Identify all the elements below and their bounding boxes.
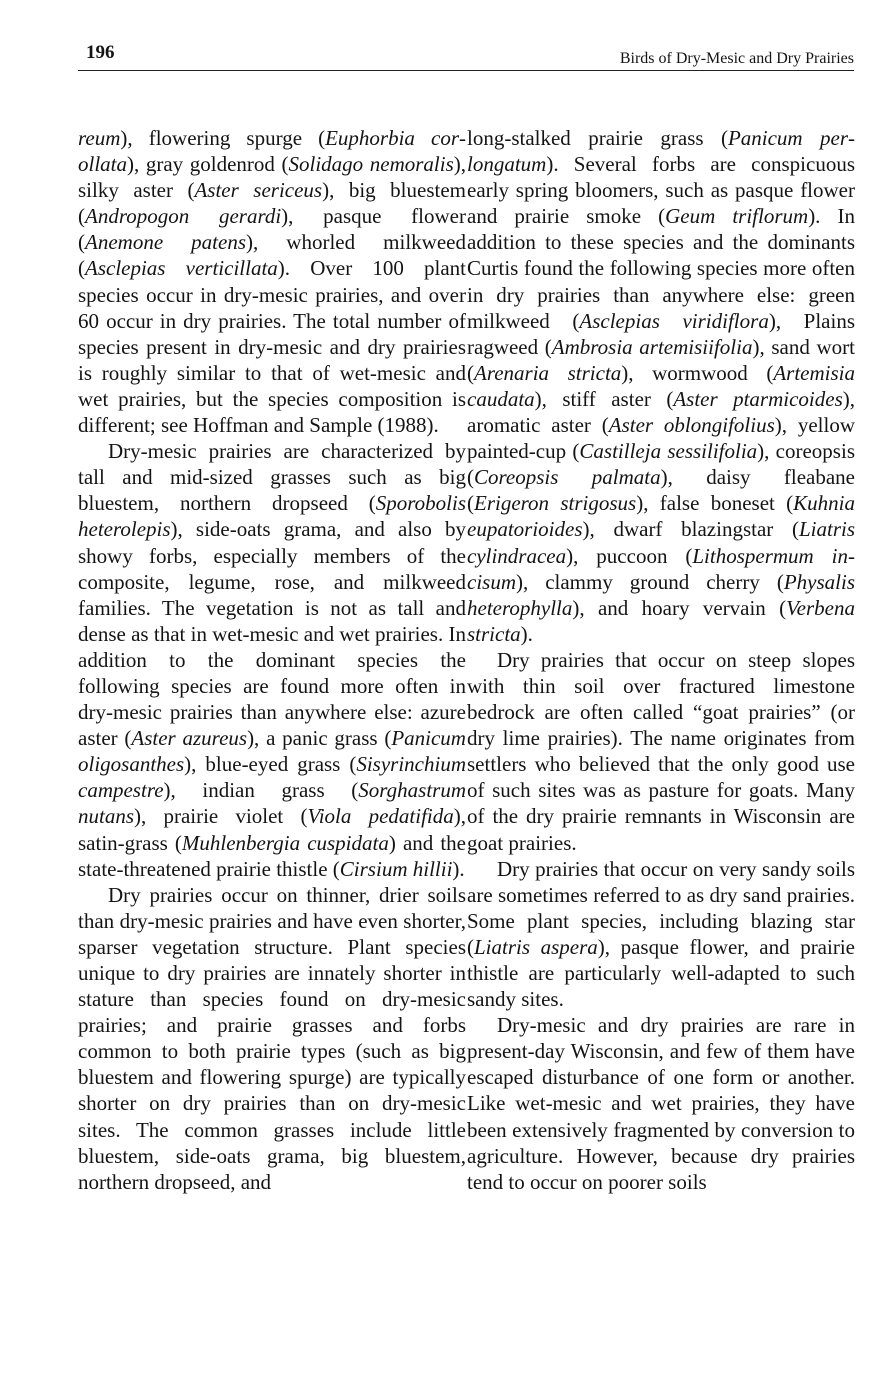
- left-column: [78, 125, 466, 1195]
- paragraph-left-3: Dry prairies occur on thinner, drier soils than dry-mesic prairies and have even shorter, sparser vegetation structure. Plant species unique to dry prairies are innately shorter in stature than species found on dry-mesic prairies; and prairie grasses and forbs common to both prairie types (such as big bluestem and flowering spurge) are typically shorter on dry prairies than on dry-mesic sites. The common grasses include little bluestem, side-oats grama, big bluestem, northern dropseed, and: [78, 882, 466, 1194]
- paragraph-left-1: reum), flowering spurge (Euphorbia corollata), gray goldenrod (Solidago nemoralis), silky aster (Aster sericeus), big bluestem (Andropogon gerardi), pasque flower (Anemone patens), whorled milkweed (Asclepias verticillata). Over 100 plant species occur in dry-mesic prairies, and over 60 occur in dry prairies. The total number of species present in dry-mesic and dry prairies is roughly similar to that of wet-mesic and wet prairies, but the species composition is different; see Hoffman and Sample (1988).: [78, 126, 467, 438]
- paragraph-right-3: Dry prairies that occur on very sandy soils are sometimes referred to as dry sand prairies. Some plant species, including blazing star (Liatris aspera), pasque flower, and prairie thistle are particularly well-adapted to such sandy sites.: [467, 856, 855, 1012]
- right-column: [467, 125, 855, 1195]
- paragraph-right-4: Dry-mesic and dry prairies are rare in present-day Wisconsin, and few of them have escaped disturbance of one form or another. Like wet-mesic and wet prairies, they have been extensively fragmented by conversion to agriculture. However, because dry prairies tend to occur on poorer soils: [467, 1013, 855, 1194]
- running-head: [78, 40, 854, 70]
- paragraph-right-2: Dry prairies that occur on steep slopes with thin soil over fractured limestone bedrock are often called “goat prairies” (or dry lime prairies). The name originates from settlers who believed that the only good use of such sites was as pasture for goats. Many of the dry prairie remnants in Wisconsin are goat prairies.: [467, 647, 855, 855]
- running-title: Birds of Dry-Mesic and Dry Prairies: [619, 50, 854, 67]
- header-rule: [78, 70, 854, 71]
- paragraph-right-1: long-stalked prairie grass (Panicum perlongatum). Several forbs are conspicuous early spring bloomers, such as pasque flower and prairie smoke (Geum triflorum). In addition to these species and the dominants Curtis found the following species more often in dry prairies than anywhere else: green milkweed (Asclepias viridiflora), Plains ragweed (Ambrosia artemisiifolia), sand wort (Arenaria stricta), wormwood (Artemisia caudata), stiff aster (Aster ptarmicoides), aromatic aster (Aster oblongifolius), yellow painted-cup (Castilleja sessilifolia), coreopsis (Coreopsis palmata), daisy fleabane (Erigeron strigosus), false boneset (Kuhnia eupatorioides), dwarf blazingstar (Liatris cylindracea), puccoon (Lithospermum incisum), clammy ground cherry (Physalis heterophylla), and hoary vervain (Verbena stricta).: [467, 126, 856, 646]
- paragraph-left-2: Dry-mesic prairies are characterized by tall and mid-sized grasses such as big bluestem, northern dropseed (Sporobolis heterolepis), side-oats grama, and also by showy forbs, especially members of the composite, legume, rose, and milkweed families. The vegetation is not as tall and dense as that in wet-mesic and wet prairies. In addition to the dominant species the following species are found more often in dry-mesic prairies than anywhere else: azure aster (Aster azureus), a panic grass (Panicum oligosanthes), blue-eyed grass (Sisyrinchium campestre), indian grass (Sorghastrum nutans), prairie violet (Viola pedatifida), satin-grass (Muhlenbergia cuspidata) and the state-threatened prairie thistle (Cirsium hillii).: [78, 439, 467, 881]
- page-number: 196: [86, 42, 115, 63]
